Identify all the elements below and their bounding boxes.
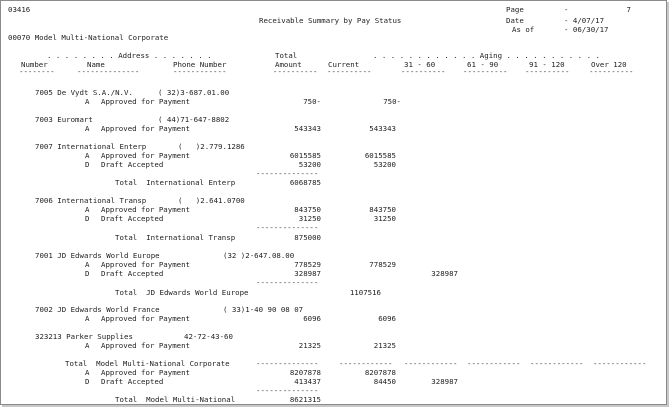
amount-total: 6015585: [289, 151, 321, 160]
amount-current: 778529: [369, 260, 396, 269]
date-label: Date: [506, 16, 524, 25]
status-code: A: [85, 314, 90, 323]
page-label: Page: [506, 5, 524, 14]
status-desc: Approved for Payment: [101, 314, 190, 323]
amount-total: 843750: [294, 205, 321, 214]
amount-total: 31250: [298, 214, 321, 223]
status-code: A: [85, 97, 90, 106]
aging-group-heading: . . . . . . . . . . . . Aging . . . . . . . . . . .: [373, 51, 600, 60]
amount-total: 53200: [298, 160, 321, 169]
subtotal-rule: --------------: [256, 278, 319, 287]
amount-31-60: 328987: [431, 377, 458, 386]
amount-current: 6096: [378, 314, 396, 323]
status-desc: Draft Accepted: [101, 160, 164, 169]
report-title: Receivable Summary by Pay Status: [259, 16, 402, 25]
asof-value: - 06/30/17: [564, 25, 609, 34]
status-desc: Draft Accepted: [101, 377, 164, 386]
amount-current: 84450: [373, 377, 396, 386]
customer-line: 7007 International Enterp: [35, 142, 147, 151]
customer-line: 7001 JD Edwards World Europe: [35, 251, 160, 260]
col-phone: Phone Number: [173, 60, 227, 69]
grand-rule-2: --------------: [256, 386, 319, 395]
status-desc: Approved for Payment: [101, 205, 190, 214]
address-group-heading: . . . . . . . . Address . . . . . . .: [47, 51, 212, 60]
subtotal-amount: 1107516: [349, 288, 381, 297]
underline-number: --------: [19, 67, 55, 76]
customer-phone: ( 33)1-40 90 08 07: [223, 305, 304, 314]
customer-line: 7005 De Vydt S.A./N.V.: [35, 88, 133, 97]
amount-total: 6096: [303, 314, 321, 323]
status-code: A: [85, 341, 90, 350]
status-desc: Approved for Payment: [101, 260, 190, 269]
date-value: - 4/07/17: [564, 16, 605, 25]
customer-phone: (32 )2-647.08.00: [223, 251, 295, 260]
customer-phone: ( )2.779.1286: [178, 142, 245, 151]
amount-current: 8207878: [364, 368, 396, 377]
underline-phone: ------------: [173, 67, 227, 76]
page-sep: -: [564, 5, 569, 14]
col-31-60: 31 - 60: [404, 60, 436, 69]
subtotal-rule: --------------: [256, 169, 319, 178]
amount-total: 328987: [294, 269, 321, 278]
grand-rule-amount: --------------: [256, 359, 319, 368]
customer-line: 7003 Euromart: [35, 115, 93, 124]
customer-phone: ( )2.641.0700: [178, 196, 245, 205]
underline-amount: ----------: [273, 67, 318, 76]
status-desc: Approved for Payment: [101, 151, 190, 160]
status-desc: Approved for Payment: [101, 341, 190, 350]
status-desc: Draft Accepted: [101, 214, 164, 223]
subtotal-amount: 875000: [294, 233, 321, 242]
underline-current: ----------: [327, 67, 372, 76]
customer-line: 7002 JD Edwards World France: [35, 305, 160, 314]
col-current: Current: [328, 60, 360, 69]
status-code: A: [85, 205, 90, 214]
grand-rule-current: ------------: [339, 359, 393, 368]
underline-61-90: ----------: [463, 67, 508, 76]
underline-name: --------------: [77, 67, 140, 76]
status-code: D: [85, 377, 90, 386]
grand-rule-31-60: ------------: [404, 359, 458, 368]
amount-current: 750-: [383, 97, 401, 106]
amount-total: 778529: [294, 260, 321, 269]
status-code: A: [85, 124, 90, 133]
underline-31-60: ----------: [401, 67, 446, 76]
status-desc: Approved for Payment: [101, 124, 190, 133]
grand-rule-91-120: ------------: [530, 359, 584, 368]
amount-current: 843750: [369, 205, 396, 214]
asof-label: As of: [512, 25, 535, 34]
grand-total-2-amount: 8621315: [289, 395, 321, 404]
program-id: 03416: [8, 5, 31, 14]
company-name: 00070 Model Multi-National Corporate: [8, 33, 169, 42]
status-code: A: [85, 368, 90, 377]
amount-total: 750-: [303, 97, 321, 106]
col-number: Number: [21, 60, 48, 69]
amount-current: 6015585: [364, 151, 396, 160]
amount-total: 8207878: [289, 368, 321, 377]
status-desc: Approved for Payment: [101, 368, 190, 377]
amount-current: 543343: [369, 124, 396, 133]
amount-current: 31250: [373, 214, 396, 223]
page-number: 7: [626, 5, 631, 14]
grand-total-2-label: Total Model Multi-National: [115, 395, 236, 404]
col-over-120: Over 120: [591, 60, 627, 69]
customer-line: 7006 International Transp: [35, 196, 147, 205]
underline-91-120: ----------: [525, 67, 570, 76]
amount-total: 21325: [298, 341, 321, 350]
status-code: D: [85, 160, 90, 169]
customer-line: 323213 Parker Supplies: [35, 332, 133, 341]
grand-total-label: Total Model Multi-National Corporate: [65, 359, 230, 368]
status-code: A: [85, 151, 90, 160]
amount-31-60: 328987: [431, 269, 458, 278]
status-code: D: [85, 214, 90, 223]
customer-phone: 42-72-43-60: [184, 332, 233, 341]
status-code: A: [85, 260, 90, 269]
grand-rule-61-90: ------------: [467, 359, 521, 368]
customer-phone: ( 32)3-687.01.00: [158, 88, 230, 97]
status-code: D: [85, 269, 90, 278]
subtotal-rule: --------------: [256, 223, 319, 232]
status-desc: Draft Accepted: [101, 269, 164, 278]
col-amount: Amount: [275, 60, 302, 69]
underline-over-120: ----------: [589, 67, 634, 76]
subtotal-label: Total International Transp: [115, 233, 236, 242]
grand-rule-over-120: ------------: [593, 359, 647, 368]
subtotal-label: Total JD Edwards World Europe: [115, 288, 249, 297]
col-91-120: 91 - 120: [529, 60, 565, 69]
customer-phone: ( 44)71-647-8802: [158, 115, 230, 124]
amount-current: 53200: [373, 160, 396, 169]
col-61-90: 61 - 90: [467, 60, 499, 69]
subtotal-amount: 6068785: [289, 178, 321, 187]
col-name: Name: [87, 60, 105, 69]
status-desc: Approved for Payment: [101, 97, 190, 106]
total-heading: Total: [275, 51, 298, 60]
amount-total: 413437: [294, 377, 321, 386]
amount-current: 21325: [373, 341, 396, 350]
subtotal-label: Total International Enterp: [115, 178, 236, 187]
amount-total: 543343: [294, 124, 321, 133]
